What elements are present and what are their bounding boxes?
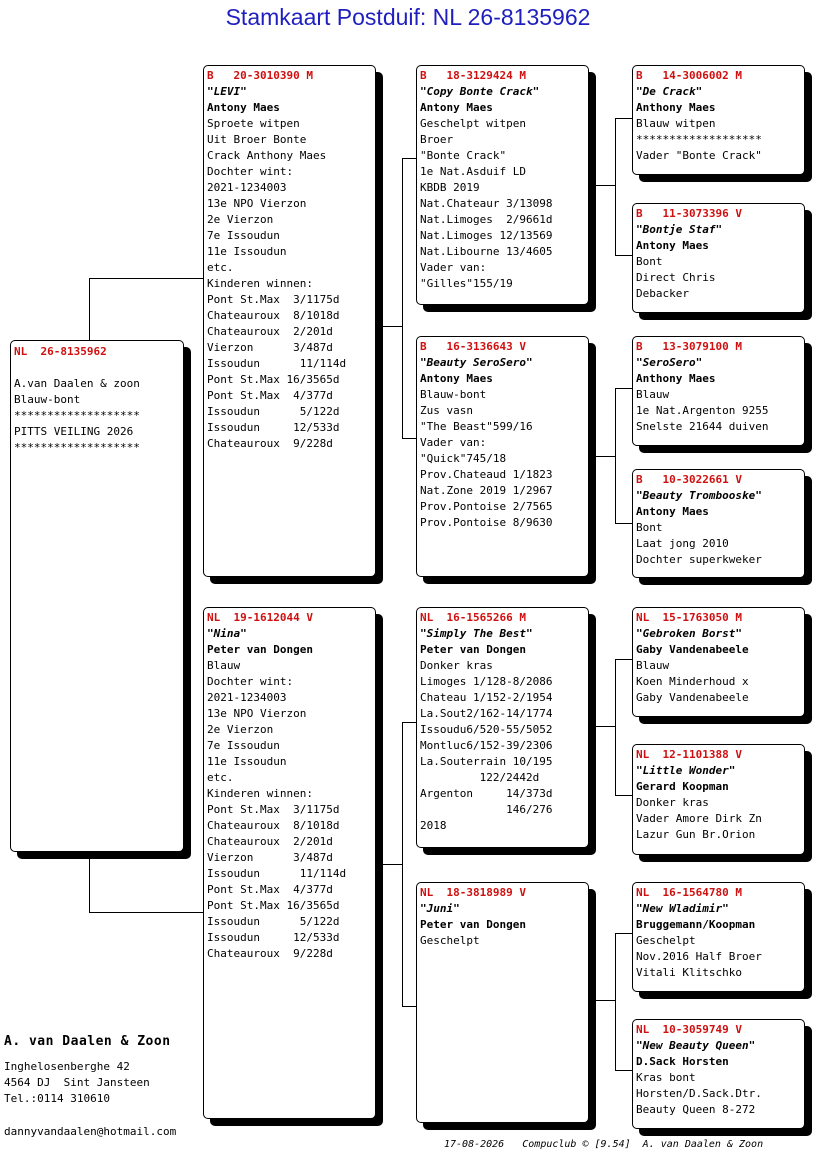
info-line: 7e Issoudun <box>207 739 280 752</box>
connector <box>615 933 616 1070</box>
ring-number: NL 19-1612044 V <box>207 611 313 624</box>
info-line: Vierzon 3/487d <box>207 341 333 354</box>
info-line: Chateau 1/152-2/1954 <box>420 691 553 704</box>
info-line: Chateauroux 8/1018d <box>207 819 340 832</box>
info-line <box>14 360 180 376</box>
info-line: Pont St.Max 16/3565d <box>207 373 340 386</box>
ring-number: NL 18-3818989 V <box>420 886 526 899</box>
mmf-card[interactable] <box>632 882 805 992</box>
info-line: Geschelpt <box>636 934 696 947</box>
info-line: Vader Amore Dirk Zn <box>636 812 762 825</box>
father-card[interactable] <box>203 65 376 577</box>
connector <box>402 438 416 439</box>
info-line: Blauw witpen <box>636 117 716 130</box>
connector <box>89 852 90 912</box>
info-line: Chateauroux 2/201d <box>207 325 333 338</box>
info-line: Debacker <box>636 287 689 300</box>
info-line: 7e Issoudun <box>207 229 280 242</box>
info-line: Issoudun 12/533d <box>207 421 340 434</box>
info-line: Laat jong 2010 <box>636 537 729 550</box>
ring-number: B 14-3006002 M <box>636 69 742 82</box>
connector <box>402 722 416 723</box>
ring-number: B 10-3022661 V <box>636 473 742 486</box>
info-line: Broer <box>420 133 454 146</box>
info-line: 13e NPO Vierzon <box>207 197 307 210</box>
info-line: "Bonte Crack" <box>420 149 507 162</box>
info-line: La.Sout2/162-14/1774 <box>420 707 553 720</box>
info-line: Crack Anthony Maes <box>207 149 327 162</box>
info-line: Montluc6/152-39/2306 <box>420 739 553 752</box>
info-line: Donker kras <box>636 796 709 809</box>
breeder-street: Inghelosenberghe 42 <box>4 1060 130 1073</box>
info-line: Bont <box>636 521 663 534</box>
info-line: Issoudun 11/114d <box>207 357 347 370</box>
pigeon-name: "Copy Bonte Crack" <box>420 85 540 98</box>
info-line: 13e NPO Vierzon <box>207 707 307 720</box>
father-father-card[interactable] <box>416 65 589 305</box>
connector <box>615 659 616 795</box>
owner-name: Anthony Maes <box>636 372 716 385</box>
info-line: 11e Issoudun <box>207 245 287 258</box>
ring-number: B 11-3073396 V <box>636 207 742 220</box>
ring-number: B 18-3129424 M <box>420 69 526 82</box>
ring-number: B 20-3010390 M <box>207 69 313 82</box>
info-line: Donker kras <box>420 659 493 672</box>
info-line: Nat.Libourne 13/4605 <box>420 245 553 258</box>
info-line: Issoudun 11/114d <box>207 867 347 880</box>
info-line: Bont <box>636 255 663 268</box>
info-line: 2018 <box>420 819 447 832</box>
connector <box>615 118 616 255</box>
owner-name: Antony Maes <box>207 101 280 114</box>
connector <box>89 278 204 279</box>
mfm-card[interactable] <box>632 744 805 855</box>
info-line: Vader "Bonte Crack" <box>636 149 762 162</box>
pigeon-name: "De Crack" <box>636 85 703 98</box>
info-line: Blauw <box>636 388 670 401</box>
info-line: ******************* <box>14 409 140 422</box>
pigeon-name: "Gebroken Borst" <box>636 627 742 640</box>
info-line: Nat.Limoges 2/9661d <box>420 213 553 226</box>
owner-name: Bruggemann/Koopman <box>636 918 756 931</box>
info-line: Prov.Chateaud 1/1823 <box>420 468 553 481</box>
owner-name: Antony Maes <box>636 239 709 252</box>
info-line: Chateauroux 8/1018d <box>207 309 340 322</box>
connector <box>402 1006 416 1007</box>
info-line: ******************* <box>14 441 140 454</box>
info-line: Prov.Pontoise 2/7565 <box>420 500 553 513</box>
connector <box>376 326 402 327</box>
info-line: 1e Nat.Asduif LD <box>420 165 526 178</box>
connector <box>615 118 632 119</box>
ring-number: NL 10-3059749 V <box>636 1023 742 1036</box>
mother-card[interactable] <box>203 607 376 1119</box>
connector <box>589 1000 615 1001</box>
info-line: Blauw-bont <box>14 393 81 406</box>
ring-number: B 16-3136643 V <box>420 340 526 353</box>
connector <box>615 933 632 934</box>
ffm-card[interactable] <box>632 203 805 313</box>
father-mother-card[interactable] <box>416 336 589 577</box>
info-line: 2e Vierzon <box>207 723 274 736</box>
mff-card[interactable] <box>632 607 805 717</box>
info-line: etc. <box>207 771 234 784</box>
page-title: Stamkaart Postduif: NL 26-8135962 <box>225 4 591 30</box>
info-line: Blauw <box>207 659 241 672</box>
connector <box>402 158 416 159</box>
subject-card[interactable] <box>10 340 184 852</box>
info-line: Chateauroux 9/228d <box>207 947 333 960</box>
pigeon-name: "Bontje Staf" <box>636 223 723 236</box>
ring-number: NL 16-1564780 M <box>636 886 742 899</box>
info-line: Kras bont <box>636 1071 696 1084</box>
info-line: Nat.Zone 2019 1/2967 <box>420 484 553 497</box>
info-line: Vitali Klitschko <box>636 966 742 979</box>
ring-number: B 13-3079100 M <box>636 340 742 353</box>
footer: 17-08-2026 Compuclub © [9.54] A. van Daalen & Zoon <box>444 1139 764 1150</box>
pigeon-name: "Beauty Trombooske" <box>636 489 762 502</box>
pigeon-name: "Juni" <box>420 902 460 915</box>
info-line: Uit Broer Bonte <box>207 133 307 146</box>
info-line: 122/2442d <box>420 771 540 784</box>
info-line: Koen Minderhoud x <box>636 675 749 688</box>
ring-number: NL 15-1763050 M <box>636 611 742 624</box>
info-line: Nov.2016 Half Broer <box>636 950 762 963</box>
info-line: Nat.Limoges 12/13569 <box>420 229 553 242</box>
owner-name: Antony Maes <box>420 101 493 114</box>
owner-name: Gaby Vandenabeele <box>636 643 749 656</box>
owner-name: Anthony Maes <box>636 101 716 114</box>
info-line: Vader van: <box>420 261 487 274</box>
info-line: Dochter wint: <box>207 165 294 178</box>
fff-card[interactable] <box>632 65 805 175</box>
connector <box>615 255 632 256</box>
info-line: Gaby Vandenabeele <box>636 691 749 704</box>
info-line: Horsten/D.Sack.Dtr. <box>636 1087 762 1100</box>
connector <box>376 864 402 865</box>
info-line: Nat.Chateaur 3/13098 <box>420 197 553 210</box>
info-line: Pont St.Max 4/377d <box>207 883 333 896</box>
pigeon-name: "Little Wonder" <box>636 764 736 777</box>
connector <box>589 726 615 727</box>
owner-name: Peter van Dongen <box>207 643 313 656</box>
mother-mother-card[interactable] <box>416 882 589 1123</box>
info-line: Sproete witpen <box>207 117 300 130</box>
info-line: La.Souterrain 10/195 <box>420 755 553 768</box>
info-line: Blauw-bont <box>420 388 487 401</box>
info-line: "The Beast"599/16 <box>420 420 533 433</box>
connector <box>615 388 616 523</box>
owner-name: D.Sack Horsten <box>636 1055 729 1068</box>
owner-name: Antony Maes <box>636 505 709 518</box>
info-line: Dochter superkweker <box>636 553 762 566</box>
info-line: KBDB 2019 <box>420 181 480 194</box>
info-line: Dochter wint: <box>207 675 294 688</box>
breeder-city: 4564 DJ Sint Jansteen <box>4 1076 150 1089</box>
info-line: Pont St.Max 3/1175d <box>207 803 340 816</box>
info-line: Kinderen winnen: <box>207 787 313 800</box>
ring-number: NL 26-8135962 <box>14 345 107 358</box>
info-line: Vierzon 3/487d <box>207 851 333 864</box>
connector <box>402 722 403 1006</box>
pigeon-name: "SeroSero" <box>636 356 703 369</box>
info-line: Pont St.Max 4/377d <box>207 389 333 402</box>
info-line: A.van Daalen & zoon <box>14 377 140 390</box>
info-line: 11e Issoudun <box>207 755 287 768</box>
connector <box>589 456 615 457</box>
info-line: "Gilles"155/19 <box>420 277 513 290</box>
info-line: Kinderen winnen: <box>207 277 313 290</box>
pigeon-name: "New Wladimir" <box>636 902 729 915</box>
pigeon-name: "Beauty SeroSero" <box>420 356 533 369</box>
info-line: Pont St.Max 3/1175d <box>207 293 340 306</box>
info-line: Blauw <box>636 659 670 672</box>
info-line: Chateauroux 9/228d <box>207 437 333 450</box>
info-line: Limoges 1/128-8/2086 <box>420 675 553 688</box>
mother-father-card[interactable] <box>416 607 589 848</box>
pigeon-name: "Nina" <box>207 627 247 640</box>
info-line: etc. <box>207 261 234 274</box>
info-line: 1e Nat.Argenton 9255 <box>636 404 769 417</box>
breeder-email[interactable]: dannyvandaalen@hotmail.com <box>4 1125 177 1138</box>
pigeon-name: "LEVI" <box>207 85 247 98</box>
connector <box>615 388 632 389</box>
info-line: Vader van: <box>420 436 487 449</box>
connector <box>89 912 204 913</box>
connector <box>615 795 632 796</box>
connector <box>615 659 632 660</box>
owner-name: Antony Maes <box>420 372 493 385</box>
connector <box>615 523 632 524</box>
info-line: 2e Vierzon <box>207 213 274 226</box>
owner-name: Gerard Koopman <box>636 780 729 793</box>
info-line: Beauty Queen 8-272 <box>636 1103 756 1116</box>
info-line: Issoudu6/520-55/5052 <box>420 723 553 736</box>
connector <box>402 158 403 438</box>
info-line: Prov.Pontoise 8/9630 <box>420 516 553 529</box>
fmm-card[interactable] <box>632 469 805 578</box>
pigeon-name: "Simply The Best" <box>420 627 533 640</box>
info-line: Snelste 21644 duiven <box>636 420 769 433</box>
info-line: Geschelpt witpen <box>420 117 526 130</box>
connector <box>615 1070 632 1071</box>
pigeon-name: "New Beauty Queen" <box>636 1039 756 1052</box>
info-line: 2021-1234003 <box>207 181 287 194</box>
info-line: Issoudun 5/122d <box>207 915 340 928</box>
connector <box>589 185 615 186</box>
info-line: ******************* <box>636 133 762 146</box>
owner-name: Peter van Dongen <box>420 643 526 656</box>
mmm-card[interactable] <box>632 1019 805 1129</box>
ring-number: NL 12-1101388 V <box>636 748 742 761</box>
info-line: Direct Chris <box>636 271 716 284</box>
ring-number: NL 16-1565266 M <box>420 611 526 624</box>
info-line: Zus vasn <box>420 404 473 417</box>
fmf-card[interactable] <box>632 336 805 446</box>
info-line: Chateauroux 2/201d <box>207 835 333 848</box>
breeder-phone: Tel.:0114 310610 <box>4 1092 110 1105</box>
info-line: 2021-1234003 <box>207 691 287 704</box>
info-line: PITTS VEILING 2026 <box>14 425 134 438</box>
info-line: "Quick"745/18 <box>420 452 507 465</box>
info-line: Argenton 14/373d <box>420 787 553 800</box>
info-line: Lazur Gun Br.Orion <box>636 828 756 841</box>
info-line: Pont St.Max 16/3565d <box>207 899 340 912</box>
owner-name: Peter van Dongen <box>420 918 526 931</box>
breeder-name: A. van Daalen & Zoon <box>4 1034 171 1049</box>
info-line: 146/276 <box>420 803 553 816</box>
info-line: Issoudun 12/533d <box>207 931 340 944</box>
info-line: Issoudun 5/122d <box>207 405 340 418</box>
connector <box>89 278 90 340</box>
info-line: Geschelpt <box>420 934 480 947</box>
